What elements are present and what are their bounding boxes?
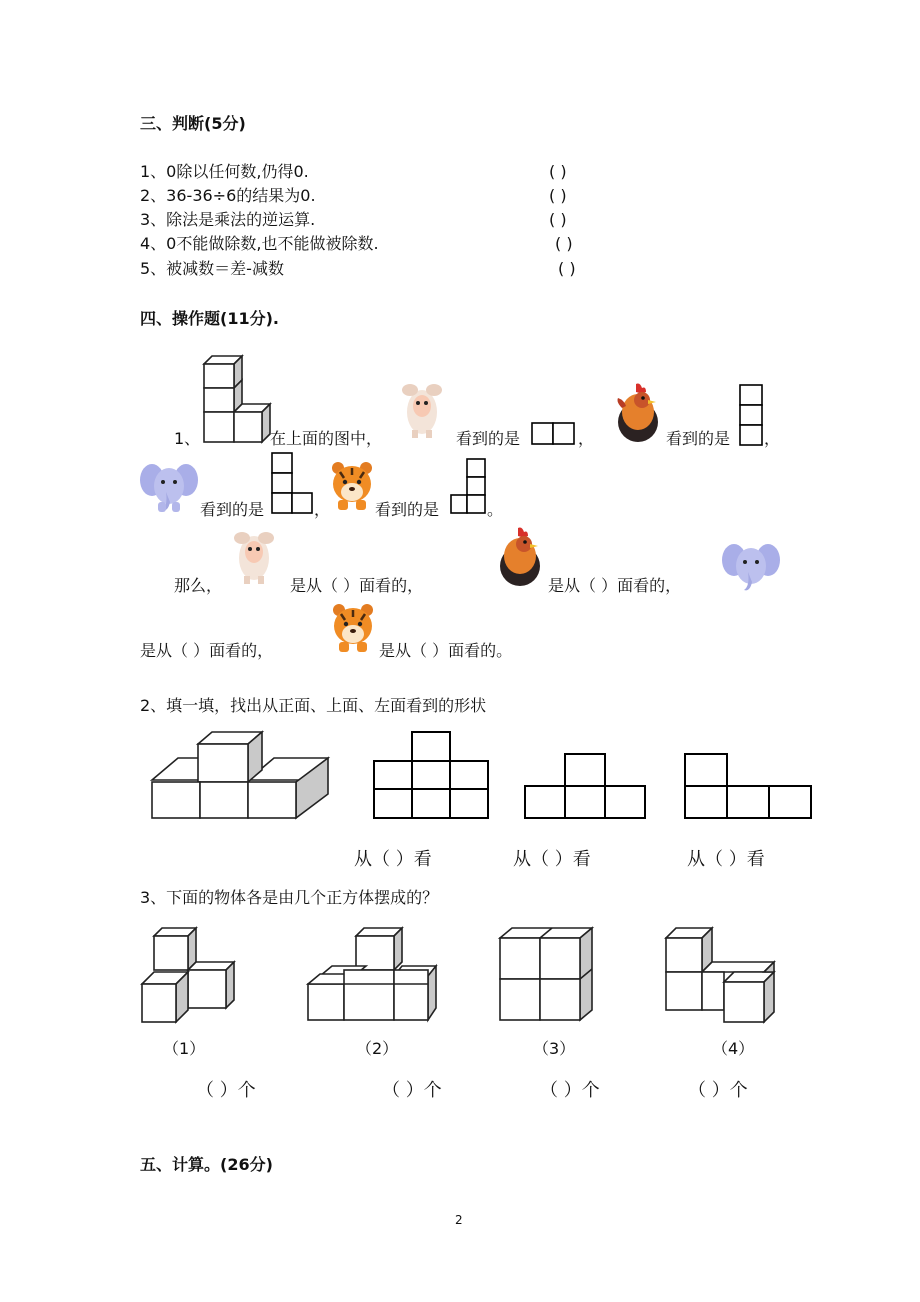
view-two-horizontal <box>531 422 577 446</box>
q2-title: 2、填一填，找出从正面、上面、左面看到的形状 <box>140 696 487 715</box>
q1-from-2: 是从（ ）面看的， <box>548 576 682 595</box>
q1-then: 那么， <box>174 576 223 595</box>
q3-figure-3 <box>498 926 596 1024</box>
elephant-icon <box>140 458 198 514</box>
answer-bracket-1[interactable]: ( ) <box>549 162 567 181</box>
q3-label-2: （2） <box>356 1039 399 1058</box>
judge-item-2: 2、36-36÷6的结果为0. <box>140 186 316 205</box>
sheep-icon <box>400 378 444 440</box>
q3-title: 3、下面的物体各是由几个正方体摆成的？ <box>140 888 439 907</box>
l-shape-cubes <box>200 354 272 446</box>
tiger-icon <box>330 460 374 512</box>
q1-comma-1: ， <box>578 429 595 448</box>
view-three-vertical <box>739 384 765 448</box>
q2-blank-1[interactable]: 从（ ）看 <box>354 849 432 870</box>
section-5-title: 五、计算。(26分) <box>140 1155 273 1174</box>
q3-figure-4 <box>662 926 784 1026</box>
view-shape-a <box>372 730 490 820</box>
q1-from-3: 是从（ ）面看的， <box>140 641 274 660</box>
sheep-icon <box>232 526 276 586</box>
judge-item-1: 1、0除以任何数,仍得0. <box>140 162 309 181</box>
q3-label-3: （3） <box>533 1039 576 1058</box>
rooster-icon <box>496 526 544 588</box>
q3-answer-3[interactable]: （ ）个 <box>540 1080 600 1101</box>
q1-comma-2: ， <box>764 429 781 448</box>
answer-bracket-5[interactable]: ( ) <box>558 259 576 278</box>
q3-answer-4[interactable]: （ ）个 <box>688 1080 748 1101</box>
q1-text-sees-1: 看到的是 <box>456 429 521 448</box>
q3-label-4: （4） <box>712 1039 755 1058</box>
q1-text-sees-3: 看到的是 <box>200 500 265 519</box>
answer-bracket-3[interactable]: ( ) <box>549 210 567 229</box>
q1-from-1: 是从（ ）面看的， <box>290 576 424 595</box>
q1-comma-3: ， <box>314 500 331 519</box>
q3-label-1: （1） <box>163 1039 206 1058</box>
q3-answer-2[interactable]: （ ）个 <box>382 1080 442 1101</box>
q3-figure-2 <box>306 926 438 1024</box>
view-l-shape-2 <box>450 458 490 516</box>
q1-text-sees-2: 看到的是 <box>666 429 731 448</box>
q2-blank-3[interactable]: 从（ ）看 <box>687 849 765 870</box>
q2-cube-structure <box>148 730 332 822</box>
q1-from-4: 是从（ ）面看的。 <box>379 641 513 660</box>
q1-text-sees-4: 看到的是 <box>375 500 440 519</box>
page-number: 2 <box>455 1213 463 1227</box>
judge-item-3: 3、除法是乘法的逆运算. <box>140 210 316 229</box>
tiger-icon <box>331 602 375 654</box>
judge-item-5: 5、被减数＝差-减数 <box>140 259 284 278</box>
view-shape-b <box>523 752 649 820</box>
q3-figure-1 <box>140 926 238 1024</box>
q1-period: 。 <box>487 500 504 519</box>
q3-answer-1[interactable]: （ ）个 <box>196 1080 256 1101</box>
section-3-title: 三、判断(5分) <box>140 114 246 133</box>
elephant-icon <box>722 538 780 592</box>
q2-blank-2[interactable]: 从（ ）看 <box>513 849 591 870</box>
view-l-shape-1 <box>271 452 315 516</box>
judge-item-4: 4、0不能做除数,也不能做被除数. <box>140 234 379 253</box>
view-shape-c <box>683 752 813 820</box>
q1-text-intro: 在上面的图中， <box>270 429 383 448</box>
answer-bracket-4[interactable]: ( ) <box>555 234 573 253</box>
q1-number: 1、 <box>174 429 201 448</box>
section-4-title: 四、操作题(11分). <box>140 309 279 328</box>
rooster-icon <box>614 382 662 444</box>
answer-bracket-2[interactable]: ( ) <box>549 186 567 205</box>
